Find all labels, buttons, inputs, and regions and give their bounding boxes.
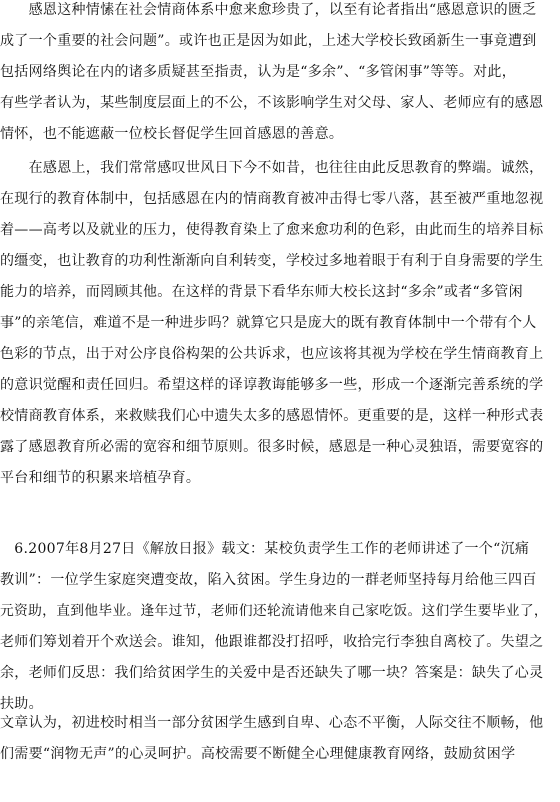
text-line: 元资助，直到他毕业。逢年过节，老师们还轮流请他来自己家吃饭。这们学生要毕业了， — [0, 603, 548, 619]
text-line: 们需要“润物无声”的心灵呵护。高校需要不断健全心理健康教育网络，鼓励贫困学 — [0, 746, 516, 762]
text-line: 扶助。 — [0, 696, 43, 712]
text-line: 余，老师们反思：我们给贫困学生的关爱中是否还缺失了哪一块？答案是：缺失了心灵 — [0, 665, 544, 681]
text-line: 成了一个重要的社会问题”。或许也正是因为如此，上述大学校长致函新生一事竟遭到 — [0, 33, 537, 49]
text-line: 文章认为，初进校时相当一部分贫困学生感到自卑、心态不平衡，人际交往不顺畅，他 — [0, 715, 544, 731]
text-line: 校情商教育体系，来救赎我们心中遗失太多的感恩情怀。更重要的是，这样一种形式表 — [0, 408, 544, 424]
text-line: 色彩的节点，出于对公序良俗构架的公共诉求，也应该将其视为学校在学生情商教育上 — [0, 346, 544, 362]
text-line: 能力的培养，而罔顾其他。在这样的背景下看华东师大校长这封“多余”或者“多管闲 — [0, 284, 523, 300]
text-line: 感恩这种情愫在社会情商体系中愈来愈珍贵了，以至有论者指出“感恩意识的匮乏 — [0, 2, 537, 18]
text-line: 6.2007年8月27日《解放日报》载文：某校负责学生工作的老师讲述了一个“沉痛 — [0, 541, 530, 557]
text-line: 情怀，也不能遮蔽一位校长督促学生回首感恩的善意。 — [0, 126, 344, 142]
text-line: 包括网络舆论在内的诸多质疑甚至指责，认为是“多余”、“多管闲事”等等。对此， — [0, 64, 517, 80]
text-line: 有些学者认为，某些制度层面上的不公，不该影响学生对父母、家人、老师应有的感恩 — [0, 95, 544, 111]
text-line: 着——高考以及就业的压力，使得教育染上了愈来愈功利的色彩，由此而生的培养目标 — [0, 222, 544, 238]
text-line: 老师们筹划着开个欢送会。谁知，他跟谁都没打招呼，收拾完行李独自离校了。失望之 — [0, 634, 544, 650]
text-line: 在现行的教育体制中，包括感恩在内的情商教育被冲击得七零八落，甚至被严重地忽视 — [0, 191, 544, 207]
text-line: 教训”：一位学生家庭突遭变故，陷入贫困。学生身边的一群老师坚持每月给他三四百 — [0, 572, 537, 588]
text-line: 平台和细节的积累来培植孕育。 — [0, 470, 201, 486]
text-line: 的意识觉醒和责任回归。希望这样的译谆教诲能够多一些，形成一个逐渐完善系统的学 — [0, 377, 544, 393]
text-line: 事”的亲笔信，难道不是一种进步吗？就算它只是庞大的既有教育体制中一个带有个人 — [0, 315, 537, 331]
text-line: 露了感恩教育所必需的宽容和细节原则。很多时候，感恩是一种心灵独语，需要宽容的 — [0, 439, 544, 455]
text-line: 在感恩上，我们常常感叹世风日下今不如昔，也往往由此反思教育的弊端。诚然， — [0, 160, 544, 176]
text-line: 的缰变，也让教育的功利性渐渐向自利转变，学校过多地着眼于有利于自身需要的学生 — [0, 253, 544, 269]
